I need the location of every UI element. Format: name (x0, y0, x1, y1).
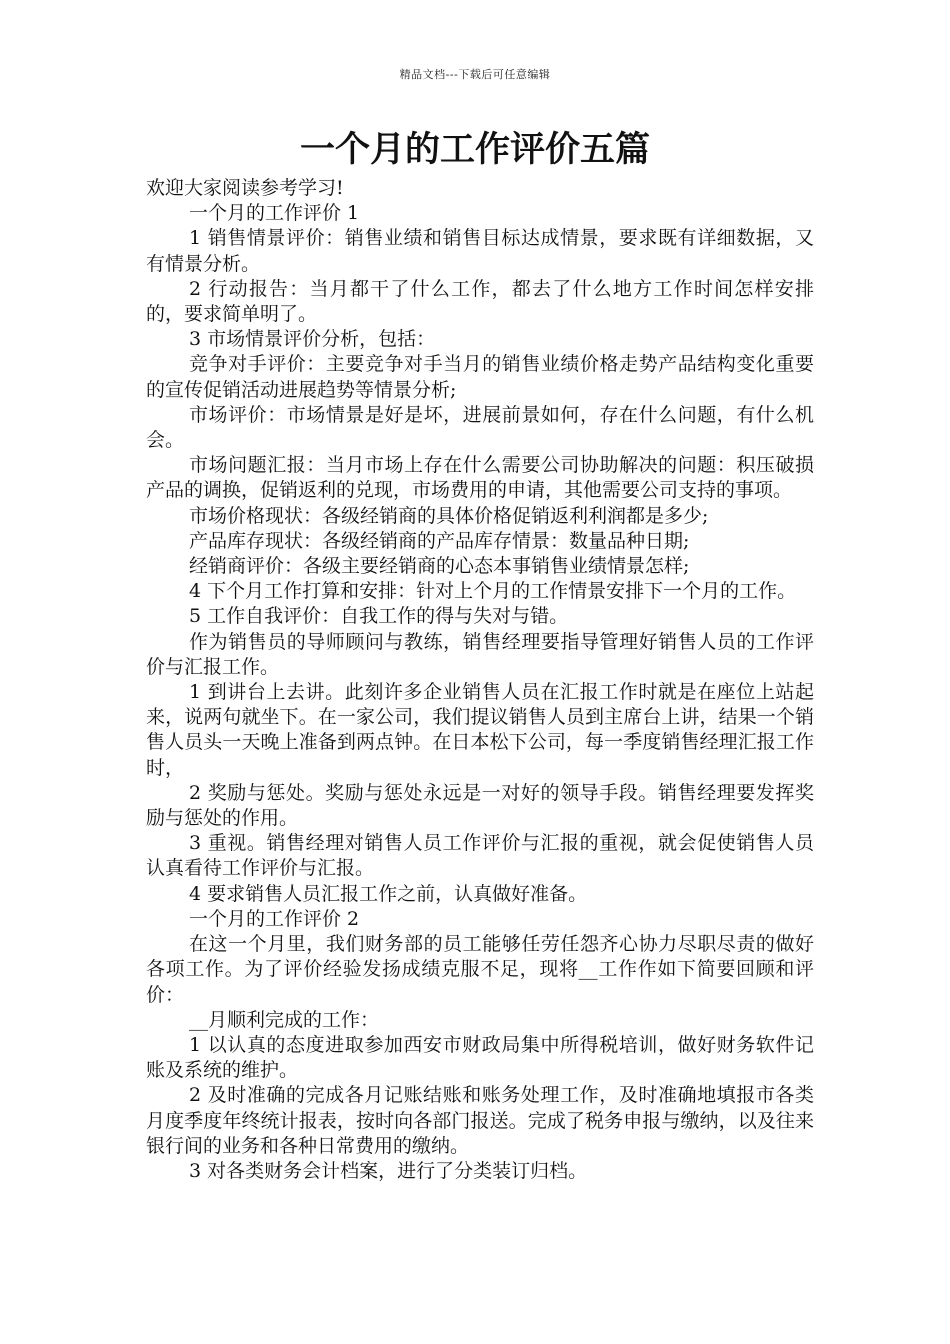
paragraph: 1 销售情景评价：销售业绩和销售目标达成情景，要求既有详细数据，又有情景分析。 (146, 227, 814, 275)
paragraph: 2 奖励与惩处。奖励与惩处永远是一对好的领导手段。销售经理要发挥奖励与惩处的作用。 (146, 781, 814, 830)
section-heading-1: 一个月的工作评价 1 (189, 202, 360, 225)
paragraph: 市场价格现状：各级经销商的具体价格促销返利利润都是多少; (189, 504, 709, 527)
paragraph: 竞争对手评价：主要竞争对手当月的销售业绩价格走势产品结构变化重要的宣传促销活动进展趋势等情景分析; (146, 353, 814, 401)
paragraph: 市场问题汇报：当月市场上存在什么需要公司协助解决的问题：积压破损产品的调换，促销返利的兑现，市场费用的申请，其他需要公司支持的事项。 (146, 454, 814, 502)
paragraph: 3 市场情景评价分析，包括： (189, 328, 436, 351)
paragraph: 产品库存现状：各级经销商的产品库存情景：数量品种日期; (189, 529, 690, 552)
paragraph: 2 及时准确的完成各月记账结账和账务处理工作，及时准确地填报市各类月度季度年终统计报表，按时向各部门报送。完成了税务申报与缴纳，以及往来银行间的业务和各种日常费用的缴纳。 (146, 1084, 814, 1157)
document-body (146, 176, 814, 1184)
paragraph: 5 工作自我评价：自我工作的得与失对与错。 (189, 605, 569, 628)
paragraph: 市场评价：市场情景是好是坏，进展前景如何，存在什么问题，有什么机会。 (146, 403, 814, 452)
paragraph: 4 下个月工作打算和安排：针对上个月的工作情景安排下一个月的工作。 (189, 580, 797, 603)
page-header: 精品文档---下载后可任意编辑 (399, 68, 551, 81)
paragraph: 3 对各类财务会计档案，进行了分类装订归档。 (189, 1159, 588, 1182)
paragraph: 4 要求销售人员汇报工作之前，认真做好准备。 (189, 882, 588, 905)
paragraph: 1 以认真的态度进取参加西安市财政局集中所得税培训，做好财务软件记账及系统的维护。 (146, 1033, 814, 1082)
document-title: 一个月的工作评价五篇 (299, 130, 650, 170)
paragraph: 在这一个月里，我们财务部的员工能够任劳任怨齐心协力尽职尽责的做好各项工作。为了评价经验发扬成绩克服不足，现将__工作作如下简要回顾和评价： (146, 933, 814, 1006)
intro-line: 欢迎大家阅读参考学习! (146, 177, 344, 199)
paragraph: 经销商评价：各级主要经销商的心态本事销售业绩情景怎样; (189, 555, 690, 578)
section-heading-2: 一个月的工作评价 2 (189, 907, 360, 930)
paragraph: __月顺利完成的工作： (189, 1008, 380, 1031)
paragraph: 2 行动报告：当月都干了什么工作，都去了什么地方工作时间怎样安排的，要求简单明了。 (146, 277, 814, 326)
paragraph: 作为销售员的导师顾问与教练，销售经理要指导管理好销售人员的工作评价与汇报工作。 (146, 630, 814, 678)
paragraph: 1 到讲台上去讲。此刻许多企业销售人员在汇报工作时就是在座位上站起来，说两句就坐下。在一家公司，我们提议销售人员到主席台上讲，结果一个销售人员头一天晚上准备到两点钟。在日本松下公司，每一季度销售经理汇报工作时， (146, 681, 814, 779)
paragraph: 3 重视。销售经理对销售人员工作评价与汇报的重视，就会促使销售人员认真看待工作评价与汇报。 (146, 832, 814, 880)
